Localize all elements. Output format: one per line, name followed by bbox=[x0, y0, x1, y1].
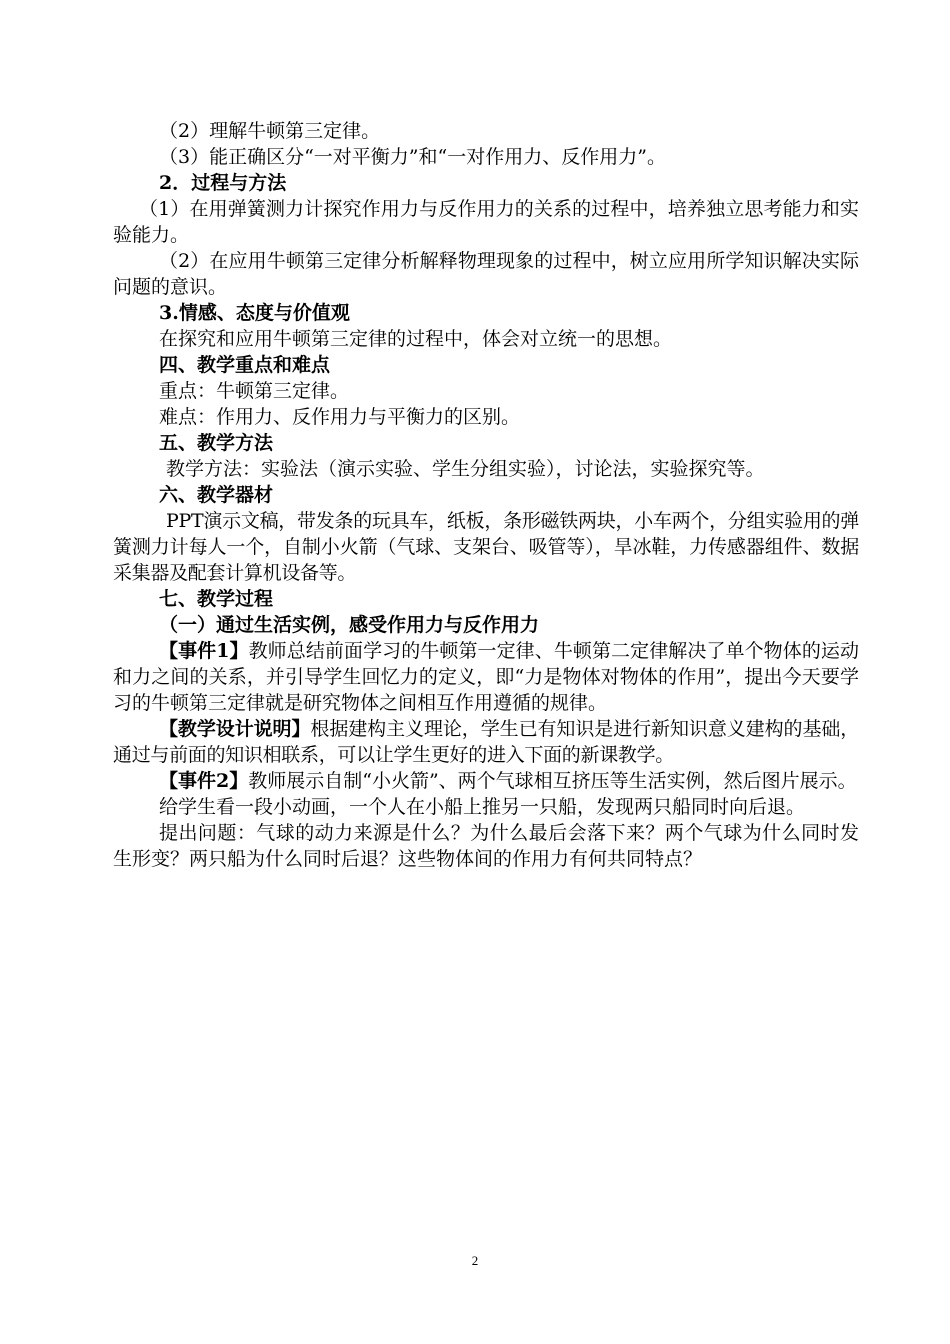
objective-item-2: （2）理解牛顿第三定律。 bbox=[159, 120, 381, 142]
heading-key-points: 四、教学重点和难点 bbox=[159, 354, 331, 376]
document-body bbox=[113, 118, 859, 872]
heading-process-method: 2．过程与方法 bbox=[159, 172, 287, 194]
heading-teaching-method: 五、教学方法 bbox=[159, 432, 274, 454]
event-2-label: 【事件2】 bbox=[159, 770, 249, 792]
heading-teaching-process: 七、教学过程 bbox=[159, 588, 274, 610]
page-number: 2 bbox=[471, 1253, 479, 1268]
event-2-paragraph bbox=[113, 768, 859, 794]
event-2-text: 教师展示自制“小火箭”、两个气球相互挤压等生活实例，然后图片展示。 bbox=[248, 770, 857, 792]
process-item-2: （2）在应用牛顿第三定律分析解释物理现象的过程中，树立应用所学知识解决实际问题的意识。 bbox=[113, 250, 859, 298]
event-1-label: 【事件1】 bbox=[159, 640, 249, 662]
heading-emotion-values: 3.情感、态度与价值观 bbox=[159, 302, 350, 324]
questions-paragraph: 提出问题：气球的动力来源是什么？为什么最后会落下来？两个气球为什么同时发生形变？两只船为什么同时后退？这些物体间的作用力有何共同特点？ bbox=[113, 822, 859, 870]
teaching-method-text: 教学方法：实验法（演示实验、学生分组实验），讨论法，实验探究等。 bbox=[166, 458, 765, 480]
animation-paragraph: 给学生看一段小动画，一个人在小船上推另一只船，发现两只船同时向后退。 bbox=[159, 796, 806, 818]
process-item-1: （1）在用弹簧测力计探究作用力与反作用力的关系的过程中，培养独立思考能力和实验能力。 bbox=[113, 198, 859, 246]
key-point-text: 重点：牛顿第三定律。 bbox=[159, 380, 350, 402]
subheading-life-examples: （一）通过生活实例，感受作用力与反作用力 bbox=[159, 614, 540, 636]
design-note-paragraph bbox=[113, 716, 859, 768]
event-1-text: 教师总结前面学习的牛顿第一定律、牛顿第二定律解决了单个物体的运动和力之间的关系，并引导学生回忆力的定义，即“力是物体对物体的作用”，提出今天要学习的牛顿第三定律就是研究物体之间相互作用遵循的规律。 bbox=[113, 640, 859, 714]
difficult-point-text: 难点：作用力、反作用力与平衡力的区别。 bbox=[159, 406, 521, 428]
teaching-equipment-text: PPT演示文稿，带发条的玩具车，纸板，条形磁铁两块，小车两个，分组实验用的弹簧测力计每人一个，自制小火箭（气球、支架台、吸管等），旱冰鞋，力传感器组件、数据采集器及配套计算机设备等。 bbox=[113, 510, 859, 584]
design-note-label: 【教学设计说明】 bbox=[159, 718, 311, 740]
heading-teaching-equipment: 六、教学器材 bbox=[159, 484, 274, 506]
event-1-paragraph bbox=[113, 638, 859, 716]
objective-item-3: （3）能正确区分“一对平衡力”和“一对作用力、反作用力”。 bbox=[159, 146, 666, 168]
design-note-text: 根据建构主义理论，学生已有知识是进行新知识意义建构的基础，通过与前面的知识相联系，可以让学生更好的进入下面的新课教学。 bbox=[113, 718, 859, 766]
emotion-values-text: 在探究和应用牛顿第三定律的过程中，体会对立统一的思想。 bbox=[159, 328, 673, 350]
